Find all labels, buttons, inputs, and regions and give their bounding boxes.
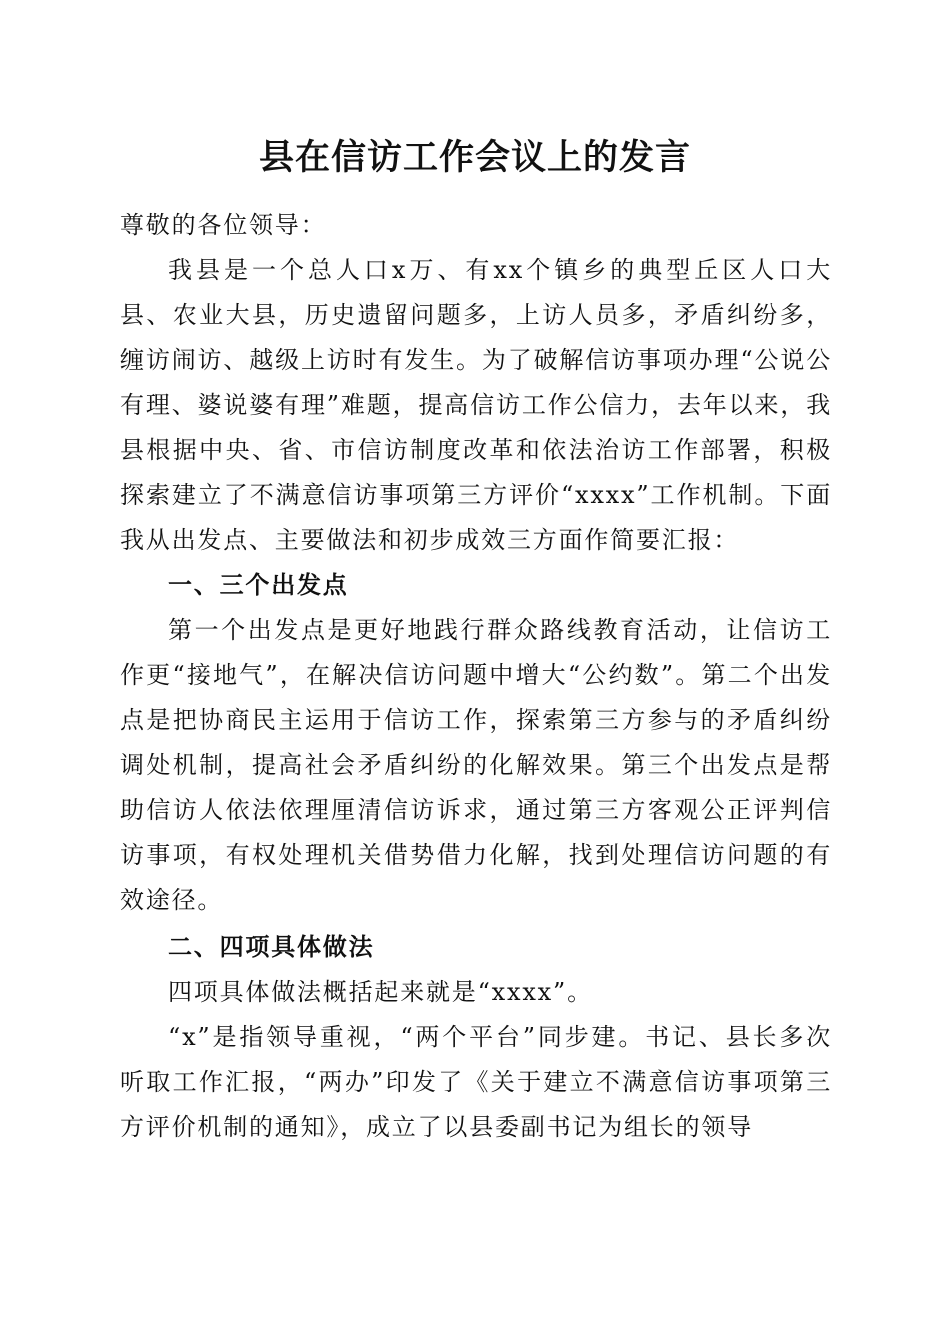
section2-summary-paragraph: 四项具体做法概括起来就是“xxxx”。: [168, 978, 593, 1006]
document-body: [120, 203, 832, 1150]
section1-paragraph: 第一个出发点是更好地践行群众路线教育活动，让信访工作更“接地气”，在解决信访问题中增大“公约数”。第二个出发点是把协商民主运用于信访工作，探索第三方参与的矛盾纠纷调处机制，提高社会矛盾纠纷的化解效果。第三个出发点是帮助信访人依法依理厘清信访诉求，通过第三方客观公正评判信访事项，有权处理机关借势借力化解，找到处理信访问题的有效途径。: [120, 616, 832, 914]
section2-item1-paragraph: “x”是指领导重视，“两个平台”同步建。书记、县长多次听取工作汇报，“两办”印发了《关于建立不满意信访事项第三方评价机制的通知》，成立了以县委副书记为组长的领导: [120, 1023, 832, 1141]
intro-paragraph: 我县是一个总人口x万、有xx个镇乡的典型丘区人口大县、农业大县，历史遗留问题多，上访人员多，矛盾纠纷多，缠访闹访、越级上访时有发生。为了破解信访事项办理“公说公有理、婆说婆有理”难题，提高信访工作公信力，去年以来，我县根据中央、省、市信访制度改革和依法治访工作部署，积极探索建立了不满意信访事项第三方评价“xxxx”工作机制。下面我从出发点、主要做法和初步成效三方面作简要汇报：: [120, 256, 832, 554]
salutation: 尊敬的各位领导：: [120, 211, 327, 239]
section-heading-1: 一、三个出发点: [168, 571, 349, 599]
document-title: 县在信访工作会议上的发言: [258, 137, 691, 178]
section-heading-2: 二、四项具体做法: [168, 933, 375, 961]
